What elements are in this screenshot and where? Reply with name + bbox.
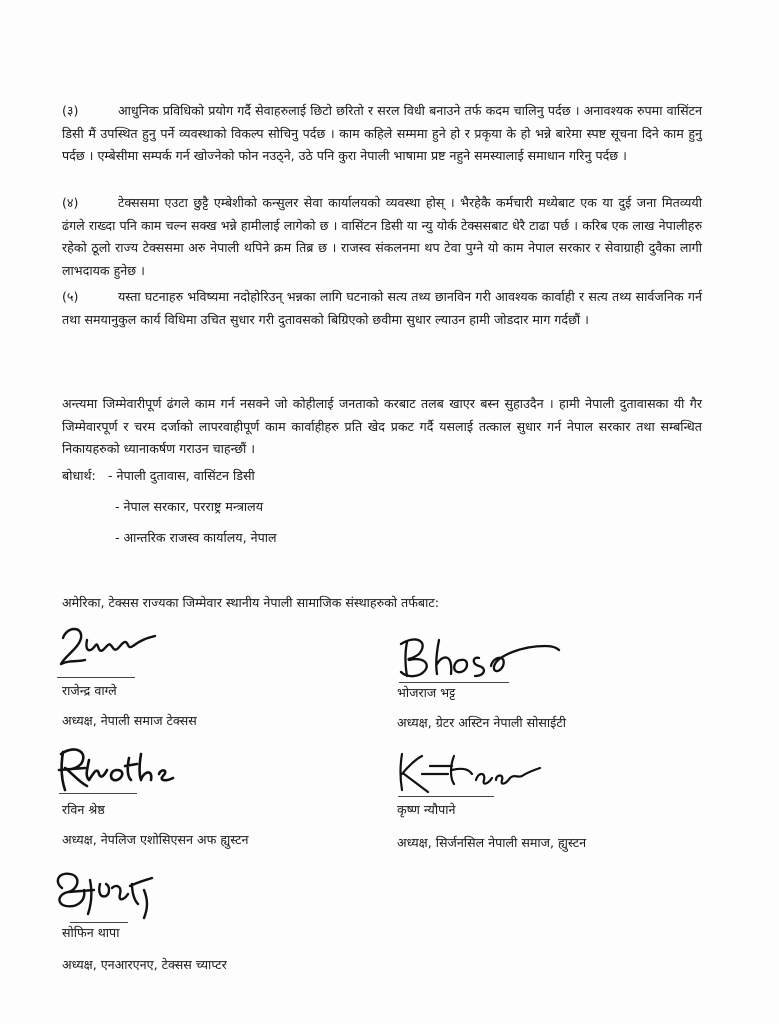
signature-line — [57, 677, 135, 678]
signatory-role: अध्यक्ष, नेपलिज एशोसिएसन अफ ह्युस्टन — [62, 832, 249, 847]
signature-line — [399, 682, 509, 683]
signatory-4 — [392, 744, 692, 854]
signatory-name: सोफिन थापा — [62, 925, 120, 940]
signatory-5 — [48, 864, 348, 984]
signatory-role: अध्यक्ष, नेपाली समाज टेक्सस — [62, 713, 197, 728]
signature-image — [48, 864, 168, 924]
signature-image — [55, 620, 165, 675]
cc-label: बोधार्थ: — [62, 468, 96, 483]
paragraph-4 — [62, 192, 702, 282]
signatory-2 — [395, 628, 695, 734]
paragraph-number: (३) — [62, 103, 79, 118]
signatory-1 — [55, 620, 355, 730]
paragraph-number: (५) — [62, 289, 79, 304]
signature-line — [70, 922, 128, 923]
signature-image — [395, 628, 565, 688]
signatory-name: भोजराज भट्ट — [397, 685, 456, 700]
signature-line — [398, 796, 494, 797]
cc-item: - नेपाली दुतावास, वासिंटन डिसी — [108, 468, 255, 483]
cc-item: - आन्तरिक राजस्व कार्यालय, नेपाल — [115, 530, 277, 545]
from-line: अमेरिका, टेक्सस राज्यका जिम्मेवार स्थानीय नेपाली सामाजिक संस्थाहरुको तर्फबाट: — [62, 595, 439, 610]
signature-line — [59, 793, 137, 794]
signatory-name: रविन श्रेष्ठ — [62, 802, 105, 817]
signatory-role: अध्यक्ष, सिर्जनसिल नेपाली समाज, ह्युस्टन — [397, 835, 587, 850]
signature-image — [55, 740, 175, 796]
paragraph-text: टेक्ससमा एउटा छुट्टै एम्बेशीको कन्सुलर सेवा कार्यालयको व्यवस्था होस् । भैरहेकै कर्मचारी मध्येबाट एक या दुई जना मितव्ययी ढंगले राख्दा पनि काम चल्न सक्ख भन्ने हामीलाई लागेको छ । वासिंटन डिसी या न्यु योर्क टेक्ससबाट धेरै टाढा पर्छ । करिब एक लाख नेपालीहरु रहेको ठूलो राज्य टेक्ससमा अरु नेपाली थपिने क्रम तिब्र छ । राजस्व संकलनमा थप टेवा पुग्ने यो काम नेपाल सरकार र सेवाग्राही दुवैका लागी लाभदायक हुनेछ । — [62, 195, 702, 278]
paragraph-text: आधुनिक प्रविधिको प्रयोग गर्दै सेवाहरुलाई छिटो छरितो र सरल विधी बनाउने तर्फ कदम चालिनु पर्दछ । अनावश्यक रुपमा वासिंटन डिसी मैं उपस्थित हुनु पर्ने व्यवस्थाको विकल्प सोचिनु पर्दछ । काम कहिले सम्ममा हुने हो र प्रकृया के हो भन्ने बारेमा स्पष्ट सूचना दिने काम हुनु पर्दछ । एम्बेसीमा सम्पर्क गर्न खोज्नेको फोन नउठ्ने, उठे पनि कुरा नेपाली भाषामा प्रष्ट नहुने समस्यालाई समाधान गरिनु पर्दछ । — [62, 103, 702, 163]
signature-image — [392, 744, 552, 800]
cc-item: - नेपाल सरकार, परराष्ट्र मन्त्रालय — [115, 499, 264, 514]
paragraph-5 — [62, 286, 702, 331]
closing-paragraph: अन्त्यमा जिम्मेवारीपूर्ण ढंगले काम गर्न नसक्ने जो कोहीलाई जनताको करबाट तलब खाएर बस्न सुहाउदैन । हामी नेपाली दुतावासका यी गैर जिम्मेवारपूर्ण र चरम दर्जाको लापरवाहीपूर्ण काम कार्वाहीहरु प्रति खेद प्रकट गर्दै यसलाई तत्काल सुधार गर्न नेपाल सरकार तथा सम्बन्धित निकायहरुको ध्यानाकर्षण गराउन चाहन्छौं । — [62, 396, 702, 456]
signatory-role: अध्यक्ष, एनआरएनए, टेक्सस च्याप्टर — [62, 957, 227, 972]
paragraph-text: यस्ता घटनाहरु भविष्यमा नदोहोरिउन् भन्नका लागि घटनाको सत्य तथ्य छानविन गरी आवश्यक कार्वाही र सत्य तथ्य सार्वजनिक गर्न तथा समयानुकुल कार्य विधिमा उचित सुधार गरी दुतावसको बिग्रिएको छवीमा सुधार ल्याउन हामी जोडदार माग गर्दछौं । — [62, 289, 702, 327]
signatory-name: राजेन्द्र वाग्ले — [62, 683, 117, 698]
paragraph-3 — [62, 100, 702, 168]
signatory-role: अध्यक्ष, ग्रेटर अस्टिन नेपाली सोसाईटी — [397, 715, 566, 730]
paragraph-number: (४) — [62, 195, 79, 210]
signatory-3 — [55, 740, 355, 850]
signatory-name: कृष्ण न्यौपाने — [397, 802, 456, 817]
